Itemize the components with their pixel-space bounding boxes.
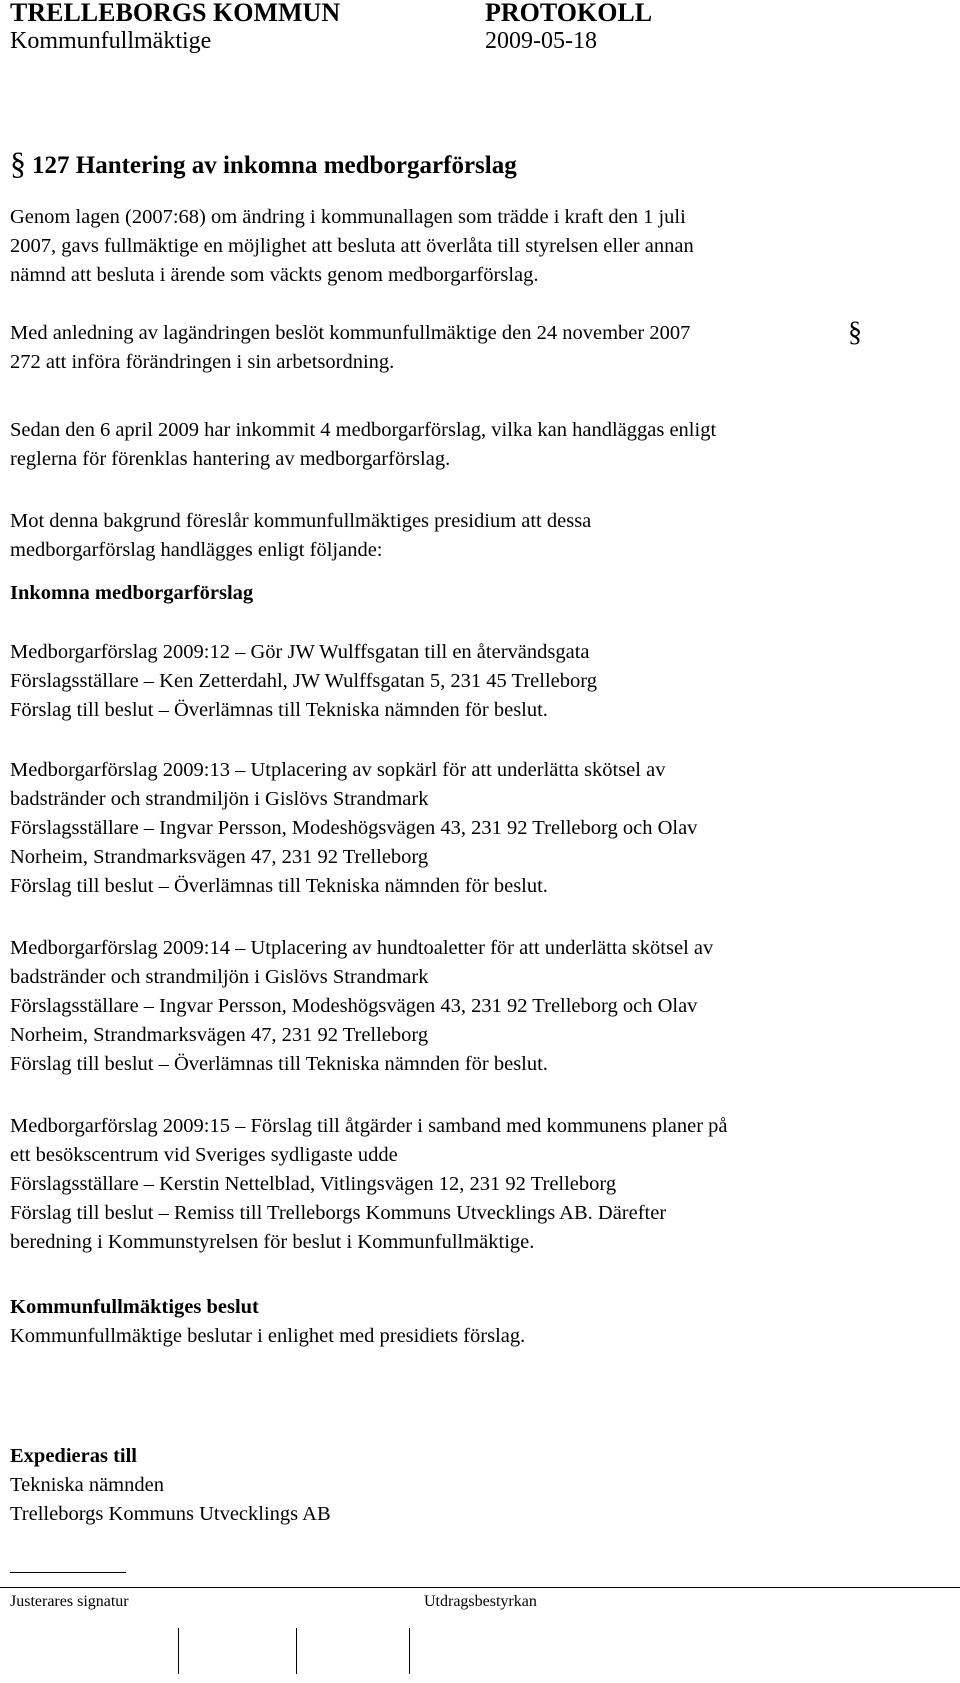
signature-box-divider-3	[409, 1628, 410, 1674]
incoming-proposals-heading: Inkomna medborgarförslag	[10, 582, 254, 604]
proposal-3-line-1: Medborgarförslag 2009:14 – Utplacering av hundtoaletter för att underlätta skötsel av	[10, 937, 714, 959]
distribution-heading: Expedieras till	[10, 1445, 137, 1467]
proposal-1-line-3: Förslag till beslut – Överlämnas till Tekniska nämnden för beslut.	[10, 699, 548, 721]
proposal-2-line-3: Förslagsställare – Ingvar Persson, Modeshögsvägen 43, 231 92 Trelleborg och Olav	[10, 817, 698, 839]
document-type: PROTOKOLL	[485, 0, 653, 27]
paragraph-2-line-1: Med anledning av lagändringen beslöt kommunfullmäktige den 24 november 2007	[10, 322, 691, 344]
proposal-1-line-1: Medborgarförslag 2009:12 – Gör JW Wulffsgatan till en återvändsgata	[10, 641, 590, 663]
proposal-3-line-4: Norheim, Strandmarksvägen 47, 231 92 Trelleborg	[10, 1024, 429, 1046]
section-title	[10, 146, 517, 183]
distribution-recipient-1: Tekniska nämnden	[10, 1474, 164, 1496]
proposal-2-line-4: Norheim, Strandmarksvägen 47, 231 92 Trelleborg	[10, 846, 429, 868]
signature-box-divider-1	[178, 1628, 179, 1674]
proposal-4-line-3: Förslagsställare – Kerstin Nettelblad, Vitlingsvägen 12, 231 92 Trelleborg	[10, 1173, 617, 1195]
meeting-date: 2009-05-18	[485, 28, 597, 54]
proposal-4-line-1: Medborgarförslag 2009:15 – Förslag till åtgärder i samband med kommunens planer på	[10, 1115, 728, 1137]
footnote-separator	[10, 1572, 126, 1573]
paragraph-4-line-2: medborgarförslag handlägges enligt följande:	[10, 539, 383, 561]
section-symbol: §	[10, 145, 26, 181]
paragraph-1-line-1: Genom lagen (2007:68) om ändring i kommunallagen som trädde i kraft den 1 juli	[10, 206, 686, 228]
decision-text: Kommunfullmäktige beslutar i enlighet med presidiets förslag.	[10, 1325, 526, 1347]
proposal-1-line-2: Förslagsställare – Ken Zetterdahl, JW Wulffsgatan 5, 231 45 Trelleborg	[10, 670, 597, 692]
proposal-2-line-2: badstränder och strandmiljön i Gislövs Strandmark	[10, 788, 429, 810]
paragraph-symbol: §	[848, 317, 862, 348]
paragraph-3-line-1: Sedan den 6 april 2009 har inkommit 4 medborgarförslag, vilka kan handläggas enligt	[10, 419, 717, 441]
paragraph-4-line-1: Mot denna bakgrund föreslår kommunfullmäktiges presidium att dessa	[10, 510, 592, 532]
distribution-recipient-2: Trelleborgs Kommuns Utvecklings AB	[10, 1503, 331, 1525]
paragraph-2-line-2: 272 att införa förändringen i sin arbetsordning.	[10, 351, 395, 373]
certification-label: Utdragsbestyrkan	[424, 1593, 537, 1610]
paragraph-1-line-2: 2007, gavs fullmäktige en möjlighet att besluta att överlåta till styrelsen eller annan	[10, 235, 694, 257]
section-title-text: 127 Hantering av inkomna medborgarförslag	[32, 152, 517, 179]
proposal-3-line-3: Förslagsställare – Ingvar Persson, Modeshögsvägen 43, 231 92 Trelleborg och Olav	[10, 995, 698, 1017]
proposal-4-line-5: beredning i Kommunstyrelsen för beslut i Kommunfullmäktige.	[10, 1231, 535, 1253]
paragraph-3-line-2: reglerna för förenklas hantering av medborgarförslag.	[10, 448, 451, 470]
paragraph-1-line-3: nämnd att besluta i ärende som väckts genom medborgarförslag.	[10, 264, 539, 286]
proposal-2-line-1: Medborgarförslag 2009:13 – Utplacering av sopkärl för att underlätta skötsel av	[10, 759, 666, 781]
proposal-4-line-2: ett besökscentrum vid Sveriges sydligaste udde	[10, 1144, 398, 1166]
proposal-4-line-4: Förslag till beslut – Remiss till Trelleborgs Kommuns Utvecklings AB. Därefter	[10, 1202, 667, 1224]
footer-rule	[0, 1587, 960, 1588]
signature-label: Justerares signatur	[10, 1593, 129, 1610]
proposal-3-line-5: Förslag till beslut – Överlämnas till Tekniska nämnden för beslut.	[10, 1053, 548, 1075]
proposal-3-line-2: badstränder och strandmiljön i Gislövs Strandmark	[10, 966, 429, 988]
org-name: TRELLEBORGS KOMMUN	[10, 0, 341, 27]
signature-box-divider-2	[296, 1628, 297, 1674]
proposal-2-line-5: Förslag till beslut – Överlämnas till Tekniska nämnden för beslut.	[10, 875, 548, 897]
meeting-body: Kommunfullmäktige	[10, 28, 212, 54]
decision-heading: Kommunfullmäktiges beslut	[10, 1296, 259, 1318]
